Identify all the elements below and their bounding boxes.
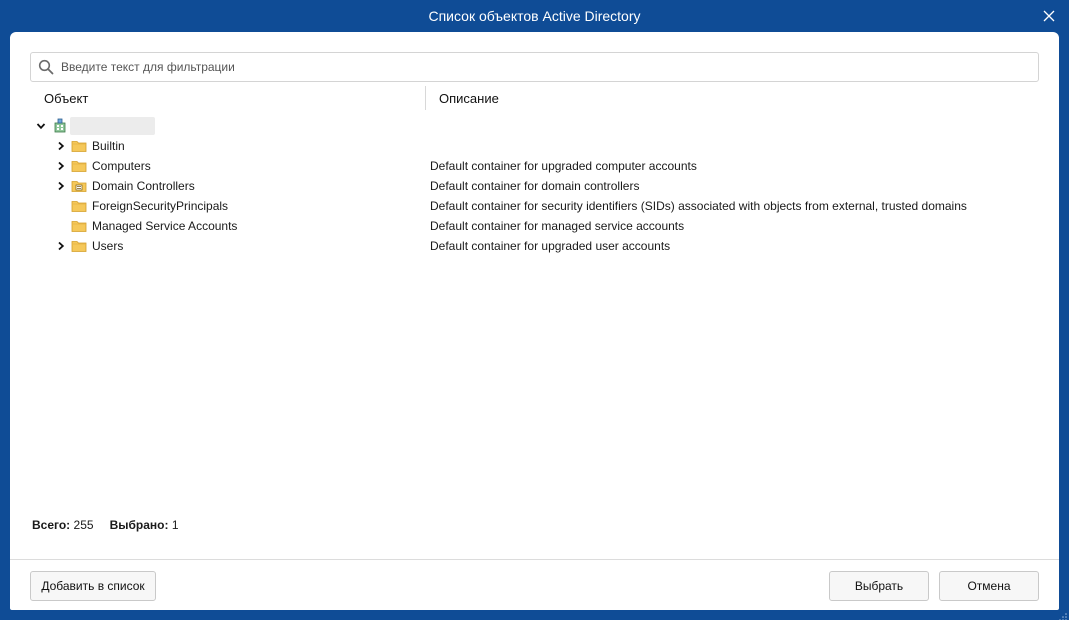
status-bar — [32, 518, 179, 532]
tree-item-description: Default container for managed service accounts — [430, 219, 685, 233]
total-label: Всего: — [32, 518, 71, 532]
tree-row[interactable] — [10, 196, 1059, 216]
tree-item-description: Default container for domain controllers — [430, 179, 640, 193]
add-to-list-button[interactable]: Добавить в список — [30, 571, 156, 601]
tree-item-name: Managed Service Accounts — [92, 219, 238, 233]
tree-item-name: Domain Controllers — [92, 179, 195, 193]
close-button[interactable] — [1037, 4, 1061, 28]
select-button[interactable]: Выбрать — [829, 571, 929, 601]
search-input[interactable] — [61, 54, 1038, 80]
chevron-right-icon[interactable] — [55, 180, 67, 192]
total-value: 255 — [73, 518, 94, 532]
folder-icon — [71, 138, 87, 154]
folder-icon — [71, 238, 87, 254]
tree-row[interactable] — [10, 136, 1059, 156]
ou-folder-icon — [71, 178, 87, 194]
window-title: Список объектов Active Directory — [428, 8, 641, 24]
tree-item-name: Users — [92, 239, 124, 253]
tree-row[interactable] — [10, 176, 1059, 196]
resize-grip-icon[interactable] — [1059, 610, 1067, 618]
tree-row-root[interactable] — [10, 116, 1059, 136]
chevron-right-icon[interactable] — [55, 240, 67, 252]
selected-label: Выбрано: — [109, 518, 169, 532]
search-icon — [31, 53, 61, 81]
chevron-right-icon[interactable] — [55, 160, 67, 172]
folder-icon — [71, 218, 87, 234]
tree-row[interactable] — [10, 216, 1059, 236]
title-bar — [0, 0, 1069, 32]
tree-item-description: Default container for security identifiers (SIDs) associated with objects from external, trusted domains — [430, 199, 967, 213]
dialog-panel — [10, 32, 1059, 610]
tree-item-description: Default container for upgraded computer accounts — [430, 159, 697, 173]
tree-item-description: Default container for upgraded user accounts — [430, 239, 671, 253]
root-domain-name — [70, 117, 155, 135]
column-header-object[interactable]: Объект — [44, 90, 89, 106]
folder-icon — [71, 198, 87, 214]
chevron-down-icon[interactable] — [35, 120, 47, 132]
selected-count — [110, 518, 179, 532]
close-icon — [1043, 10, 1055, 22]
chevron-right-icon[interactable] — [55, 140, 67, 152]
cancel-button[interactable]: Отмена — [939, 571, 1039, 601]
tree-item-name: Builtin — [92, 139, 125, 153]
domain-icon — [52, 118, 68, 134]
tree-item-name: Computers — [92, 159, 151, 173]
column-header-description[interactable]: Описание — [439, 90, 499, 106]
total-count — [32, 518, 94, 532]
folder-icon — [71, 158, 87, 174]
column-separator[interactable] — [425, 86, 426, 110]
tree-row[interactable] — [10, 236, 1059, 256]
footer-divider — [10, 559, 1059, 560]
tree-row[interactable] — [10, 156, 1059, 176]
selected-value: 1 — [171, 518, 179, 532]
tree-item-name: ForeignSecurityPrincipals — [92, 199, 229, 213]
search-box[interactable] — [30, 52, 1039, 82]
